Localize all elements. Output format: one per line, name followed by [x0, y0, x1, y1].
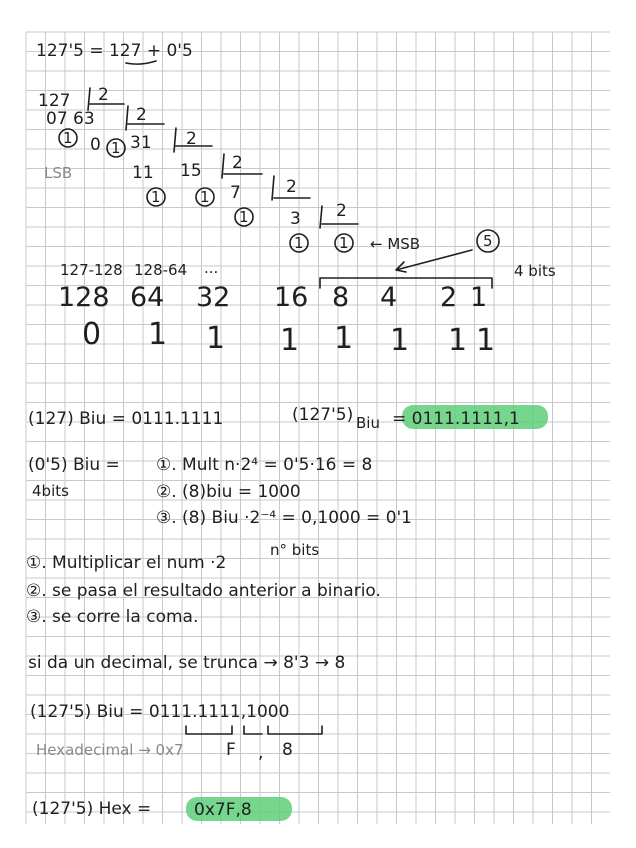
fraction-step-2: ②. (8)biu = 1000 — [156, 482, 301, 502]
bit-value: 1 — [448, 323, 468, 358]
rem: 11 — [132, 163, 154, 183]
bit-value: 0 — [82, 317, 102, 352]
method-step-2: ②. se pasa el resultado anterior a binario. — [26, 581, 381, 601]
rem: 0 — [90, 135, 101, 155]
weight-8: 8 — [332, 282, 350, 313]
hexadecimal-label: Hexadecimal → 0x7 — [36, 741, 184, 759]
weight-4: 4 — [380, 282, 398, 313]
four-bits-label: 4 bits — [514, 262, 556, 280]
hex-digit-f: F — [226, 740, 236, 760]
bit-value: 1 — [148, 317, 168, 352]
row-7: 7 — [230, 183, 241, 203]
weight-1: 1 — [470, 282, 488, 313]
binary-1275-label: (127'5) — [292, 405, 354, 425]
method-step-3: ③. se corre la coma. — [26, 607, 199, 627]
nibble-brackets — [186, 726, 322, 734]
bit: 1 — [111, 139, 121, 157]
equation-split: 127'5 = 127 + 0'5 — [36, 41, 193, 61]
fraction-binary-label: (0'5) Biu = — [28, 455, 120, 475]
binary-full: (127'5) Biu = 0111.1111,1000 — [30, 702, 290, 722]
bit: 1 — [239, 208, 249, 226]
bit: 1 — [151, 188, 161, 206]
row-63: 07 63 — [46, 109, 95, 129]
weight-2: 2 — [440, 282, 458, 313]
method-step-1: ①. Multiplicar el num ·2 — [26, 553, 227, 573]
bit-value: 1 — [280, 323, 300, 358]
fraction-step-3: ③. (8) Biu ·2⁻⁴ = 0,1000 = 0'1 — [156, 508, 412, 528]
bit-value: 1 — [476, 323, 496, 358]
bit-value: 1 — [334, 321, 354, 356]
step-five: 5 — [483, 232, 493, 250]
divisor: 2 — [336, 201, 347, 221]
msb-label: ← MSB — [370, 235, 421, 253]
ellipsis: ... — [204, 259, 219, 277]
row-3: 3 — [290, 209, 301, 229]
binary-weights — [58, 259, 556, 358]
row-15: 15 — [180, 161, 202, 181]
subtraction: 128-64 — [134, 261, 188, 279]
lsb-label: LSB — [44, 164, 73, 182]
divisor: 2 — [186, 129, 197, 149]
bit-msb: 1 — [339, 234, 349, 252]
fraction-step-1: ①. Mult n·2⁴ = 0'5·16 = 8 — [156, 455, 373, 475]
subtraction: 127-128 — [60, 261, 123, 279]
hex-digit-8: 8 — [282, 740, 293, 760]
bit: 1 — [200, 188, 210, 206]
weight-16: 16 — [274, 282, 309, 313]
divisor: 2 — [286, 177, 297, 197]
long-division — [38, 85, 499, 272]
weight-64: 64 — [130, 282, 165, 313]
bit-value: 1 — [390, 323, 410, 358]
bit: 1 — [294, 234, 304, 252]
method-step-1-exponent: n° bits — [270, 541, 320, 559]
divisor: 2 — [136, 105, 147, 125]
divisor: 2 — [232, 153, 243, 173]
row-31: 31 — [130, 133, 152, 153]
bit-lsb: 1 — [63, 129, 73, 147]
underline-127 — [126, 61, 156, 64]
binary-1275-value: = 0111.1111,1 — [392, 409, 520, 429]
bit-value: 1 — [206, 321, 226, 356]
binary-127: (127) Biu = 0111.1111 — [28, 409, 224, 429]
binary-subscript: Biu — [356, 414, 380, 432]
truncation-note: si da un decimal, se trunca → 8'3 → 8 — [28, 653, 346, 673]
final-hex-label: (127'5) Hex = — [32, 799, 152, 819]
four-bits-note: 4bits — [32, 482, 69, 500]
weight-128: 128 — [58, 282, 110, 313]
divisor: 2 — [98, 85, 109, 105]
weight-32: 32 — [196, 282, 231, 313]
dividend-127: 127 — [38, 91, 71, 111]
final-hex-value: 0x7F,8 — [194, 800, 252, 820]
hex-comma: , — [258, 743, 264, 763]
